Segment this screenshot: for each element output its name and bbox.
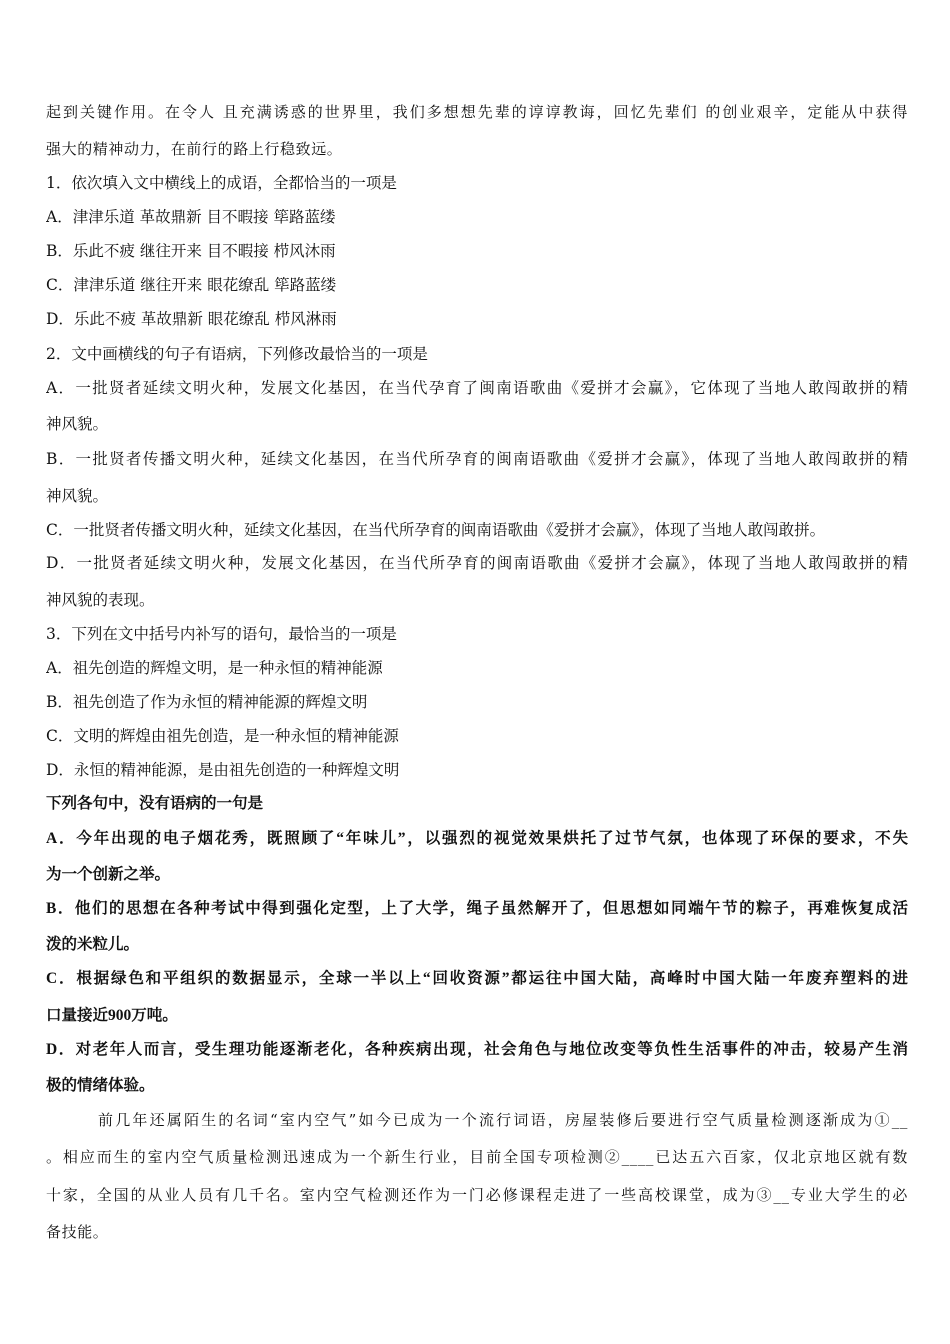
intro-line-1: 起到关键作用。在令人 且充满诱惑的世界里，我们多想想先辈的谆谆教诲，回忆先辈们 的创业艰辛，定能从中获得 bbox=[46, 103, 908, 121]
question-4-option-a: A．今年出现的电子烟花秀，既照顾了“年味儿”，以强烈的视觉效果烘托了过节气氛，也体现了环保的要求，不失 bbox=[46, 830, 908, 847]
question-4-option-a-cont: 为一个创新之举。 bbox=[46, 866, 171, 883]
question-2-option-d: D．一批贤者延续文明火种，发展文化基因，在当代所孕育的闽南语歌曲《爱拼才会赢》，体现了当地人敢闯敢拼的精 bbox=[46, 554, 908, 572]
question-4-stem: 下列各句中，没有语病的一句是 bbox=[46, 795, 264, 812]
question-1-option-b: B．乐此不疲 继往开来 目不暇接 栉风沐雨 bbox=[46, 242, 336, 260]
question-1-stem: 1．依次填入文中横线上的成语，全都恰当的一项是 bbox=[46, 174, 397, 192]
question-2-option-d-cont: 神风貌的表现。 bbox=[46, 591, 155, 609]
question-2-option-a: A．一批贤者延续文明火种，发展文化基因，在当代孕育了闽南语歌曲《爱拼才会赢》，它体现了当地人敢闯敢拼的精 bbox=[46, 379, 908, 397]
question-4-option-d: D．对老年人而言，受生理功能逐渐老化，各种疾病出现，社会角色与地位改变等负性生活事件的冲击，较易产生消 bbox=[46, 1041, 908, 1058]
intro-line-2: 强大的精神动力，在前行的路上行稳致远。 bbox=[46, 140, 343, 158]
question-2-stem: 2．文中画横线的句子有语病，下列修改最恰当的一项是 bbox=[46, 345, 428, 363]
passage-line-3: 十家，全国的从业人员有几千名。室内空气检测还作为一门必修课程走进了一些高校课堂，成为③__专业大学生的必 bbox=[46, 1186, 908, 1204]
passage-line-2: 。相应而生的室内空气质量检测迅速成为一个新生行业，目前全国专项检测②____已达五六百家，仅北京地区就有数 bbox=[46, 1148, 908, 1166]
question-4-option-b: B．他们的思想在各种考试中得到强化定型，上了大学，绳子虽然解开了，但思想如同端午节的粽子，再难恢复成活 bbox=[46, 900, 908, 917]
question-1-option-d: D．乐此不疲 革故鼎新 眼花缭乱 栉风淋雨 bbox=[46, 310, 337, 328]
question-4-option-c-cont: 口量接近900万吨。 bbox=[46, 1007, 178, 1024]
question-4-option-d-cont: 极的情绪体验。 bbox=[46, 1077, 155, 1094]
passage-line-1: 前几年还属陌生的名词“室内空气”如今已成为一个流行词语，房屋装修后要进行空气质量检测逐渐成为①__ bbox=[98, 1111, 908, 1129]
question-2-option-b-cont: 神风貌。 bbox=[46, 487, 109, 505]
question-4-option-b-cont: 泼的米粒儿。 bbox=[46, 936, 140, 953]
question-4-option-c: C．根据绿色和平组织的数据显示，全球一半以上“回收资源”都运往中国大陆，高峰时中国大陆一年废弃塑料的进 bbox=[46, 970, 908, 987]
question-2-option-a-cont: 神风貌。 bbox=[46, 415, 109, 433]
question-2-option-b: B．一批贤者传播文明火种，延续文化基因，在当代所孕育的闽南语歌曲《爱拼才会赢》，体现了当地人敢闯敢拼的精 bbox=[46, 450, 908, 468]
question-3-option-a: A．祖先创造的辉煌文明，是一种永恒的精神能源 bbox=[46, 659, 383, 677]
question-3-option-d: D．永恒的精神能源，是由祖先创造的一种辉煌文明 bbox=[46, 761, 400, 779]
question-3-option-c: C．文明的辉煌由祖先创造，是一种永恒的精神能源 bbox=[46, 727, 399, 745]
question-3-stem: 3．下列在文中括号内补写的语句，最恰当的一项是 bbox=[46, 625, 397, 643]
question-2-option-c: C．一批贤者传播文明火种，延续文化基因，在当代所孕育的闽南语歌曲《爱拼才会赢》，体现了当地人敢闯敢拼。 bbox=[46, 521, 826, 539]
question-3-option-b: B．祖先创造了作为永恒的精神能源的辉煌文明 bbox=[46, 693, 368, 711]
question-1-option-a: A．津津乐道 革故鼎新 目不暇接 筚路蓝缕 bbox=[46, 208, 336, 226]
question-1-option-c: C．津津乐道 继往开来 眼花缭乱 筚路蓝缕 bbox=[46, 276, 337, 294]
passage-line-4: 备技能。 bbox=[46, 1223, 109, 1241]
